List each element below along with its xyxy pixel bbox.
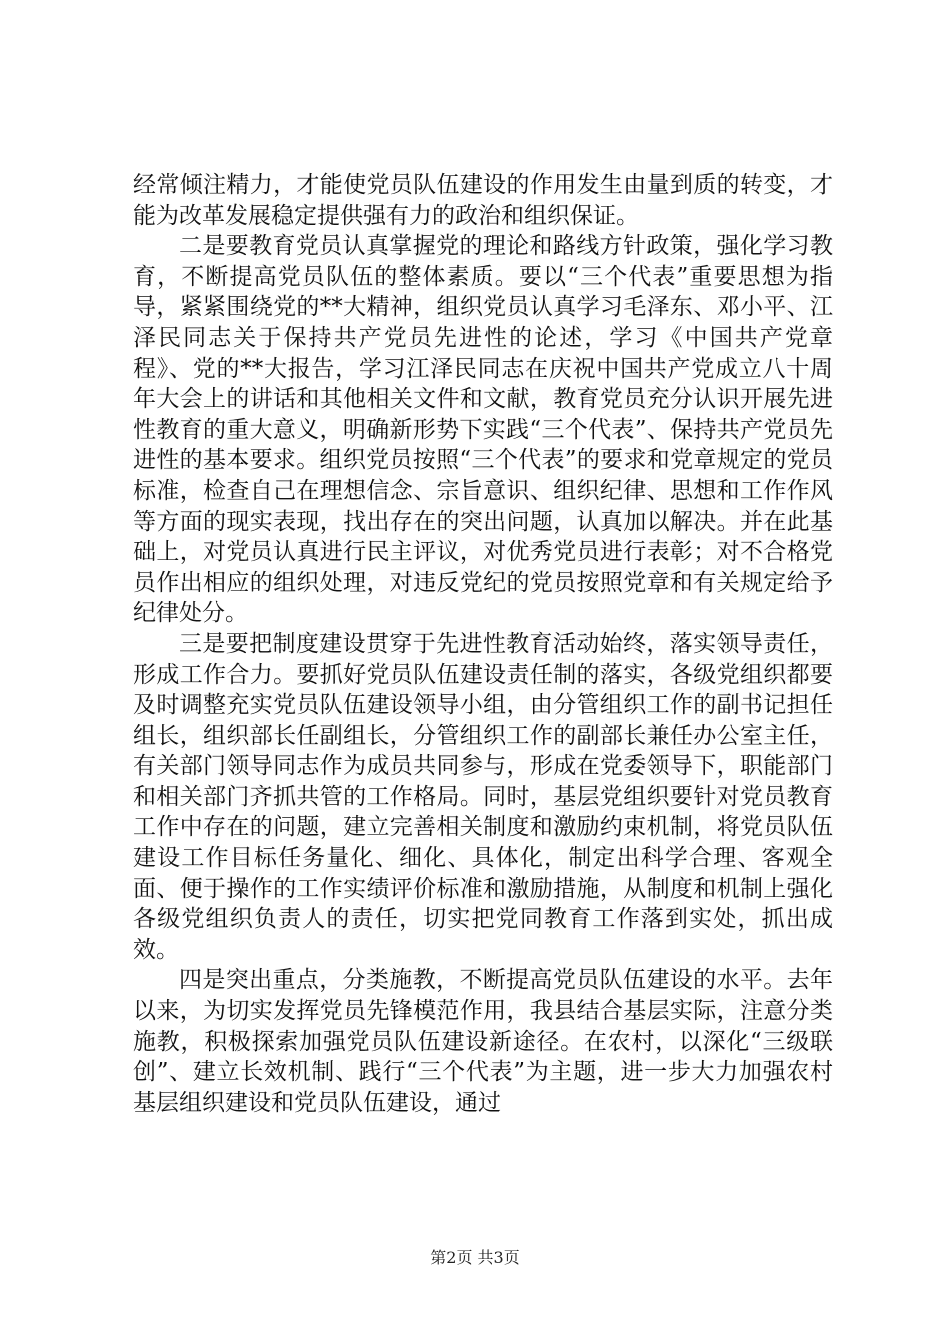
page-number-label: 第2页 共3页 [430, 1248, 520, 1267]
paragraph-1: 经常倾注精力，才能使党员队伍建设的作用发生由量到质的转变，才能为改革发展稳定提供强有力的政治和组织保证。 [133, 172, 833, 229]
paragraph-4: 四是突出重点，分类施教，不断提高党员队伍建设的水平。去年以来，为切实发挥党员先锋模范作用，我县结合基层实际，注意分类施教，积极探索加强党员队伍建设新途径。在农村，以深化“三级联创”、建立长效机制、践行“三个代表”为主题，进一步大力加强农村基层组织建设和党员队伍建设，通过 [133, 967, 833, 1116]
paragraph-3: 三是要把制度建设贯穿于先进性教育活动始终，落实领导责任，形成工作合力。要抓好党员队伍建设责任制的落实，各级党组织都要及时调整充实党员队伍建设领导小组，由分管组织工作的副书记担任组长，组织部长任副组长，分管组织工作的副部长兼任办公室主任，有关部门领导同志作为成员共同参与，形成在党委领导下，职能部门和相关部门齐抓共管的工作格局。同时，基层党组织要针对党员教育工作中存在的问题，建立完善相关制度和激励约束机制，将党员队伍建设工作目标任务量化、细化、具体化，制定出科学合理、客观全面、便于操作的工作实绩评价标准和激励措施，从制度和机制上强化各级党组织负责人的责任，切实把党同教育工作落到实处，抓出成效。 [133, 630, 833, 963]
paragraph-2: 二是要教育党员认真掌握党的理论和路线方针政策，强化学习教育，不断提高党员队伍的整体素质。要以“三个代表”重要思想为指导，紧紧围绕党的**大精神，组织党员认真学习毛泽东、邓小平、江泽民同志关于保持共产党员先进性的论述，学习《中国共产党章程》、党的**大报告，学习江泽民同志在庆祝中国共产党成立八十周年大会上的讲话和其他相关文件和文献，教育党员充分认识开展先进性教育的重大意义，明确新形势下实践“三个代表”、保持共产党员先进性的基本要求。组织党员按照“三个代表”的要求和党章规定的党员标准，检查自己在理想信念、宗旨意识、组织纪律、思想和工作作风等方面的现实表现，找出存在的突出问题，认真加以解决。并在此基础上，对党员认真进行民主评议，对优秀党员进行表彰；对不合格党员作出相应的组织处理，对违反党纪的党员按照党章和有关规定给予纪律处分。 [133, 233, 833, 627]
page-footer [0, 1248, 950, 1268]
document-body [133, 170, 833, 1118]
